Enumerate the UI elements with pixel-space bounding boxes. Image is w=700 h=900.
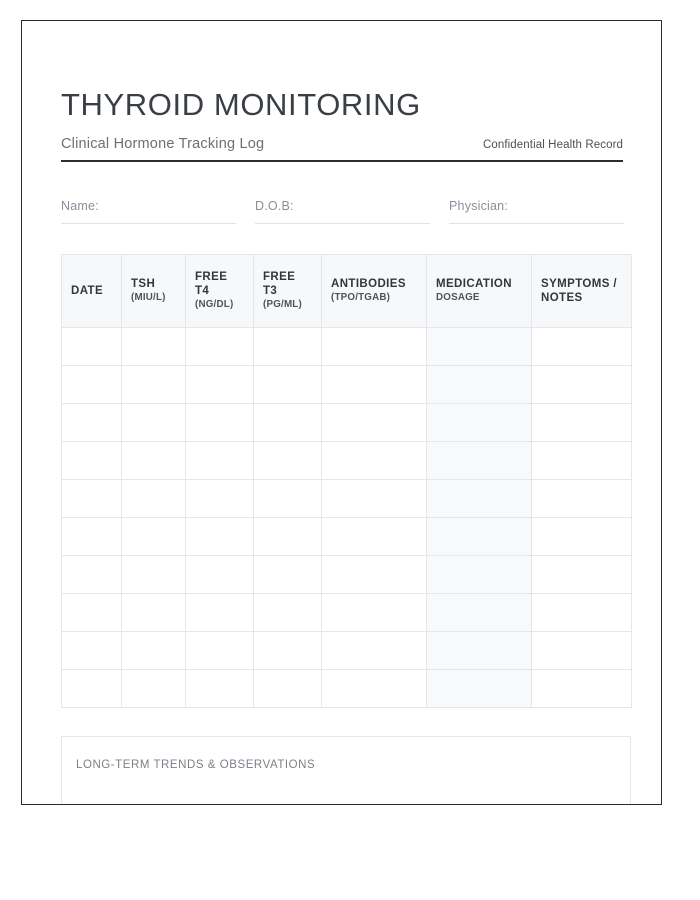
table-cell[interactable] [532,518,632,556]
physician-field-label: Physician: [449,199,508,214]
table-cell[interactable] [122,518,186,556]
observations-label: LONG-TERM TRENDS & OBSERVATIONS [76,759,316,772]
column-header-free-t3 [254,255,322,328]
table-row [62,518,632,556]
subtitle-row [61,136,623,152]
observations-panel[interactable] [61,736,631,805]
table-cell[interactable] [186,366,254,404]
column-header-free-t4 [186,255,254,328]
table-cell[interactable] [322,404,427,442]
column-header-antibodies-sub: (TPO/TGAB) [331,292,391,304]
table-cell[interactable] [186,328,254,366]
column-header-symptoms [532,255,632,328]
table-cell[interactable] [62,480,122,518]
column-header-date-main: DATE [71,284,104,297]
table-cell[interactable] [322,480,427,518]
table-row [62,556,632,594]
table-cell[interactable] [186,632,254,670]
table-cell[interactable] [322,594,427,632]
name-field[interactable] [61,199,255,224]
table-cell[interactable] [427,480,532,518]
table-cell[interactable] [186,670,254,708]
table-cell[interactable] [254,594,322,632]
table-cell[interactable] [322,518,427,556]
dob-field[interactable] [255,199,449,224]
dob-field-label: D.O.B: [255,199,294,214]
table-cell[interactable] [254,556,322,594]
column-header-antibodies [322,255,427,328]
table-cell[interactable] [254,632,322,670]
table-cell[interactable] [62,404,122,442]
table-cell[interactable] [62,670,122,708]
document-subtitle: Clinical Hormone Tracking Log [61,136,265,153]
table-cell[interactable] [62,518,122,556]
table-cell[interactable] [254,518,322,556]
table-cell[interactable] [532,632,632,670]
table-cell[interactable] [122,480,186,518]
table-row [62,366,632,404]
table-cell[interactable] [427,632,532,670]
table-cell[interactable] [62,594,122,632]
table-cell[interactable] [322,442,427,480]
table-cell[interactable] [532,594,632,632]
table-cell[interactable] [254,366,322,404]
table-cell[interactable] [427,442,532,480]
column-header-tsh-main: TSH [131,278,156,291]
column-header-free-t3-sub: (PG/ML) [263,299,302,311]
table-cell[interactable] [122,442,186,480]
table-cell[interactable] [186,480,254,518]
table-cell[interactable] [532,556,632,594]
table-cell[interactable] [322,632,427,670]
header-divider [61,160,623,162]
table-cell[interactable] [427,366,532,404]
table-cell[interactable] [122,556,186,594]
table-cell[interactable] [322,556,427,594]
table-cell[interactable] [186,442,254,480]
physician-field-line[interactable] [449,223,624,224]
table-cell[interactable] [186,404,254,442]
table-cell[interactable] [122,328,186,366]
table-cell[interactable] [122,366,186,404]
table-cell[interactable] [532,670,632,708]
column-header-medication-sub: DOSAGE [436,292,480,304]
table-cell[interactable] [254,328,322,366]
table-row [62,632,632,670]
table-cell[interactable] [254,442,322,480]
table-cell[interactable] [186,556,254,594]
dob-field-line[interactable] [255,223,430,224]
page-title: THYROID MONITORING [61,87,421,122]
table-cell[interactable] [122,594,186,632]
column-header-tsh-sub: (MIU/L) [131,292,166,304]
table-cell[interactable] [427,518,532,556]
table-cell[interactable] [62,632,122,670]
column-header-medication-main: MEDICATION [436,278,512,291]
physician-field[interactable] [449,199,623,224]
document-header [61,21,623,162]
name-field-line[interactable] [61,223,236,224]
name-field-label: Name: [61,199,99,214]
column-header-symptoms-main: SYMPTOMS / NOTES [541,277,617,305]
document-page [21,20,662,805]
confidential-tag: Confidential Health Record [482,139,623,152]
table-cell[interactable] [532,366,632,404]
table-row [62,480,632,518]
table-cell[interactable] [62,556,122,594]
table-cell[interactable] [322,366,427,404]
column-header-medication [427,255,532,328]
table-cell[interactable] [254,480,322,518]
column-header-free-t4-main: FREE T4 [195,270,228,298]
table-header-row [62,255,632,328]
table-row [62,328,632,366]
table-cell[interactable] [427,670,532,708]
table-body [62,328,632,708]
hormone-log-table [61,254,632,708]
table-cell[interactable] [427,404,532,442]
column-header-free-t4-sub: (NG/DL) [195,299,234,311]
column-header-tsh [122,255,186,328]
table-cell[interactable] [532,480,632,518]
table-header [62,255,632,328]
table-cell[interactable] [62,366,122,404]
table-cell[interactable] [62,442,122,480]
table-cell[interactable] [322,670,427,708]
table-cell[interactable] [122,404,186,442]
table-cell[interactable] [122,632,186,670]
table-cell[interactable] [427,594,532,632]
table-cell[interactable] [532,442,632,480]
table-cell[interactable] [254,670,322,708]
table-row [62,670,632,708]
column-header-date [62,255,122,328]
table-row [62,442,632,480]
table-cell[interactable] [427,556,532,594]
table-cell[interactable] [254,404,322,442]
table-cell[interactable] [122,670,186,708]
table-cell[interactable] [186,594,254,632]
column-header-free-t3-main: FREE T3 [263,270,296,298]
table-cell[interactable] [186,518,254,556]
table-row [62,404,632,442]
patient-info-row [61,199,623,224]
column-header-antibodies-main: ANTIBODIES [331,278,406,291]
table-cell[interactable] [532,404,632,442]
table-cell[interactable] [62,328,122,366]
table-cell[interactable] [532,328,632,366]
table-cell[interactable] [427,328,532,366]
table-cell[interactable] [322,328,427,366]
table-row [62,594,632,632]
